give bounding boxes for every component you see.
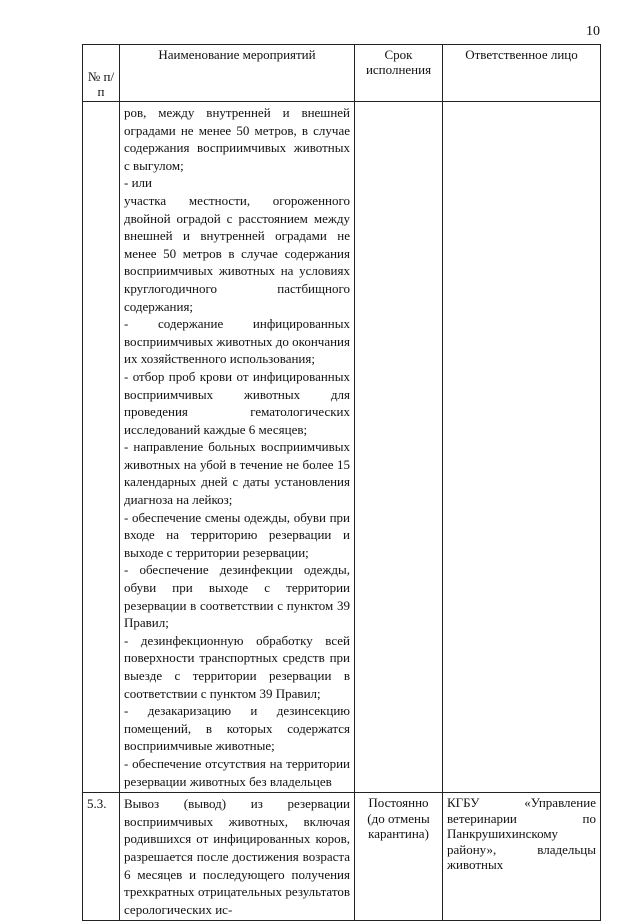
cell-responsible: КГБУ «Управление ветеринарии по Панкрушихинскому району», владельцы животных: [443, 793, 601, 921]
paragraph: - направление больных восприимчивых животных на убой в течение не более 15 календарных дней с даты установления диагноза на лейкоз;: [124, 439, 350, 508]
paragraph: - дезинфекционную обработку всей поверхности транспортных средств при выезде с территории резервации в соответствии с пунктом 39 Правил;: [124, 632, 350, 701]
header-name: Наименование мероприятий: [120, 45, 355, 102]
paragraph: - отбор проб крови от инфицированных восприимчивых животных для проведения гематологических исследований каждые 6 месяцев;: [124, 368, 350, 437]
paragraph: Вывоз (вывод) из резервации восприимчивых животных, включая родившихся от инфицированных коров, разрешается после достижения возраста 6 месяцев и последующего получения трехкратных отрицательных результатов серологических ис-: [124, 796, 350, 917]
page-number: 10: [586, 24, 600, 39]
paragraph: ров, между внутренней и внешней оградами не менее 50 метров, в случае содержания восприимчивых животных с выгулом;: [124, 105, 350, 173]
cell-term-empty: [355, 102, 443, 793]
measures-table: [82, 44, 601, 921]
table-row-continuation: [83, 102, 601, 793]
paragraph: - или: [124, 175, 152, 191]
header-term: Срок исполнения: [355, 45, 443, 102]
table-row: [83, 793, 601, 921]
cell-description-continuation: [120, 102, 355, 793]
header-responsible: Ответственное лицо: [443, 45, 601, 102]
cell-responsible-empty: [443, 102, 601, 793]
cell-number-empty: [83, 102, 120, 793]
table-header-row: [83, 45, 601, 102]
header-number: № п/п: [83, 45, 120, 102]
cell-term: Постоянно (до отмены карантина): [355, 793, 443, 921]
paragraph: - обеспечение дезинфекции одежды, обуви при выходе с территории резервации в соответствии с пунктом 39 Правил;: [124, 562, 350, 631]
paragraph: - обеспечение смены одежды, обуви при входе на территорию резервации и выходе с территории резервации;: [124, 509, 350, 560]
paragraph: - обеспечение отсутствия на территории резервации животных без владельцев: [124, 755, 350, 789]
cell-description: [120, 793, 355, 921]
paragraph: - дезакаризацию и дезинсекцию помещений, в которых содержатся восприимчивые животные;: [124, 703, 350, 754]
cell-number: 5.3.: [83, 793, 120, 921]
paragraph: участка местности, огороженного двойной оградой с расстоянием между внешней и внутренней оградами не менее 50 метров в случае содержания восприимчивых животных на условиях круглогодичного пастбищного содержания;: [124, 192, 350, 314]
paragraph: - содержание инфицированных восприимчивых животных до окончания их хозяйственного использования;: [124, 316, 350, 367]
